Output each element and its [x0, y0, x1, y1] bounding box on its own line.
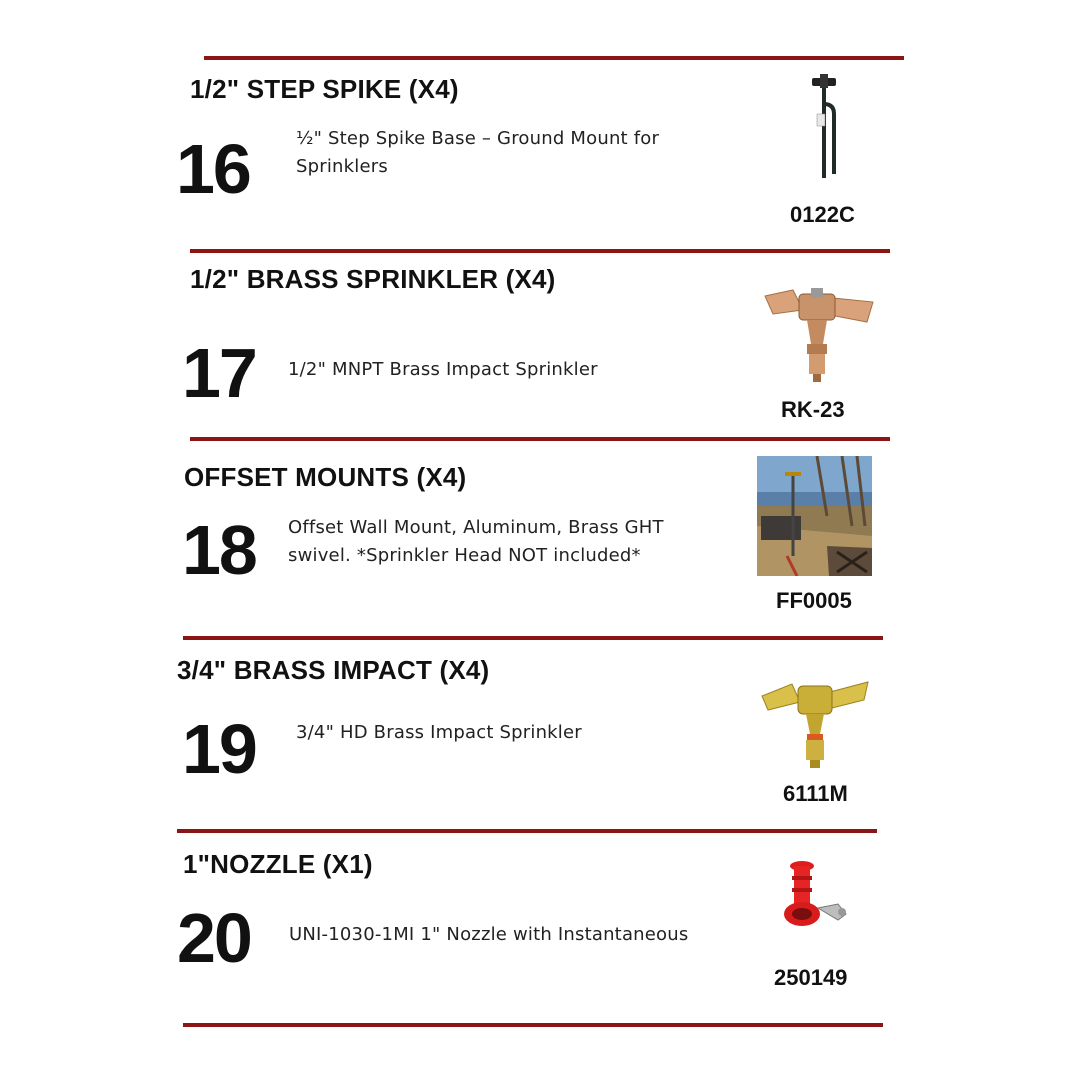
product-description: 1/2" MNPT Brass Impact Sprinkler — [288, 359, 598, 380]
step-spike-icon — [800, 74, 850, 184]
divider-rule — [183, 636, 883, 640]
product-sku: 250149 — [774, 965, 848, 990]
divider-rule — [183, 1023, 883, 1027]
divider-rule — [190, 249, 890, 253]
item-number: 16 — [176, 130, 250, 208]
product-sku: 6111M — [783, 781, 848, 806]
item-number: 19 — [182, 710, 256, 788]
offset-mount-photo — [757, 456, 872, 576]
product-description: 3/4" HD Brass Impact Sprinkler — [296, 722, 582, 743]
product-title: 1/2" BRASS SPRINKLER (X4) — [190, 264, 556, 294]
product-sku: FF0005 — [776, 588, 852, 613]
brass-sprinkler-icon — [763, 288, 875, 384]
product-sku: 0122C — [790, 202, 855, 227]
product-title: 3/4" BRASS IMPACT (X4) — [177, 655, 490, 685]
item-number: 17 — [182, 334, 256, 412]
divider-rule — [190, 437, 890, 441]
product-sku: RK-23 — [781, 397, 845, 422]
brass-impact-sprinkler-icon — [760, 676, 870, 771]
product-title: OFFSET MOUNTS (X4) — [184, 462, 467, 492]
item-number: 18 — [182, 511, 256, 589]
product-description: ½" Step Spike Base – Ground Mount for Sprinklers — [296, 128, 660, 177]
divider-rule — [204, 56, 904, 60]
product-title: 1"NOZZLE (X1) — [183, 849, 373, 879]
product-description: Offset Wall Mount, Aluminum, Brass GHT swivel. *Sprinkler Head NOT included* — [288, 517, 664, 566]
product-title: 1/2" STEP SPIKE (X4) — [190, 74, 459, 104]
item-number: 20 — [177, 899, 251, 977]
red-nozzle-icon — [776, 858, 856, 928]
divider-rule — [177, 829, 877, 833]
product-description: UNI-1030-1MI 1" Nozzle with Instantaneous — [289, 924, 689, 945]
